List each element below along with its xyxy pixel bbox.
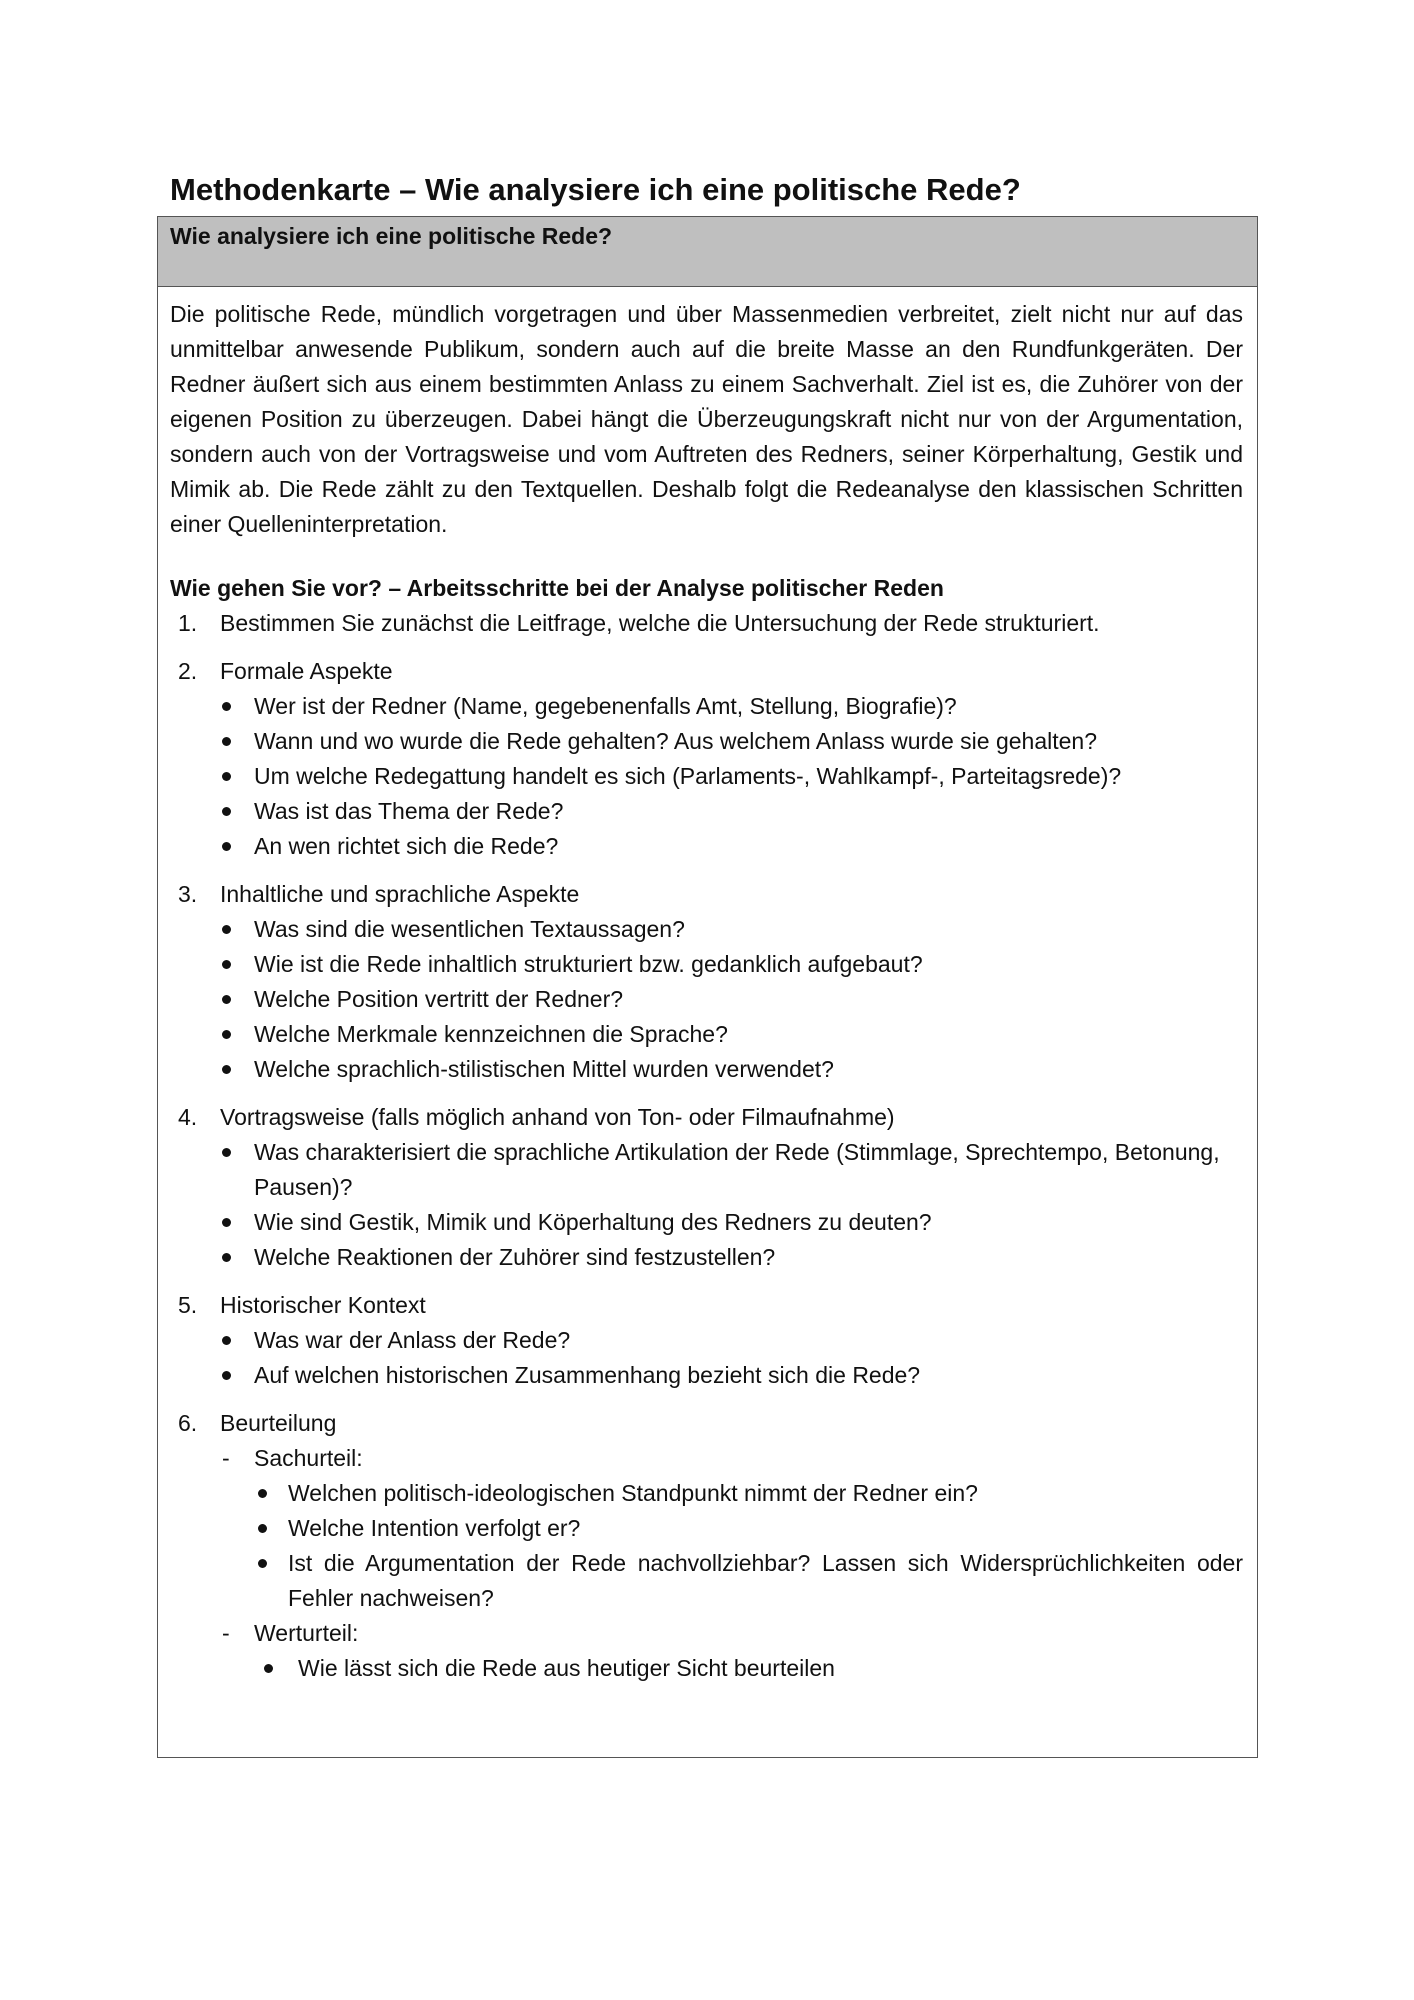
bullet-item: Auf welchen historischen Zusammenhang bezieht sich die Rede? [220,1358,1243,1393]
bullet-item: Welche Intention verfolgt er? [254,1511,1243,1546]
bullet-item: Welche Position vertritt der Redner? [220,982,1243,1017]
bullet-item: Wie lässt sich die Rede aus heutiger Sicht beurteilen [254,1651,1243,1686]
dash-label: Werturteil: [254,1620,359,1646]
bullet-item: An wen richtet sich die Rede? [220,829,1243,864]
bullet-item: Welchen politisch-ideologischen Standpunkt nimmt der Redner ein? [254,1476,1243,1511]
dash-label: Sachurteil: [254,1445,363,1471]
step-6 [170,1406,1243,1686]
dash-item-sachurteil [220,1441,1243,1616]
bullet-list [220,1323,1243,1393]
step-1 [170,606,1243,641]
method-card [157,216,1258,1758]
step-label: Formale Aspekte [220,658,393,684]
step-number: 3. [178,881,198,907]
step-4 [170,1100,1243,1275]
bullet-list [254,1476,1243,1616]
bullet-item: Wie sind Gestik, Mimik und Köperhaltung des Redners zu deuten? [220,1205,1243,1240]
bullet-item: Welche sprachlich-stilistischen Mittel wurden verwendet? [220,1052,1243,1087]
step-number: 4. [178,1104,198,1130]
bullet-list [220,1135,1243,1275]
dash-mark: - [222,1445,230,1471]
bullet-item: Um welche Redegattung handelt es sich (Parlaments-, Wahlkampf-, Parteitagsrede)? [220,759,1243,794]
dash-item-werturteil [220,1616,1243,1686]
bullet-item: Wie ist die Rede inhaltlich strukturiert bzw. gedanklich aufgebaut? [220,947,1243,982]
bullet-list [220,912,1243,1087]
step-label: Bestimmen Sie zunächst die Leitfrage, welche die Untersuchung der Rede strukturiert. [220,610,1100,636]
step-label: Historischer Kontext [220,1292,426,1318]
bullet-item: Was ist das Thema der Rede? [220,794,1243,829]
page-title: Methodenkarte – Wie analysiere ich eine politische Rede? [170,172,1021,207]
step-2 [170,654,1243,864]
step-number: 2. [178,658,198,684]
step-3 [170,877,1243,1087]
steps-heading: Wie gehen Sie vor? – Arbeitsschritte bei der Analyse politischer Reden [170,575,944,601]
step-label: Inhaltliche und sprachliche Aspekte [220,881,580,907]
bullet-item: Ist die Argumentation der Rede nachvollziehbar? Lassen sich Widersprüchlichkeiten oder Fehler nachweisen? [254,1546,1243,1616]
steps-list [170,606,1243,1686]
step-label: Vortragsweise (falls möglich anhand von Ton- oder Filmaufnahme) [220,1104,895,1130]
bullet-item: Was war der Anlass der Rede? [220,1323,1243,1358]
bullet-item: Welche Merkmale kennzeichnen die Sprache? [220,1017,1243,1052]
dash-list [220,1441,1243,1686]
step-number: 6. [178,1410,198,1436]
bullet-item: Was sind die wesentlichen Textaussagen? [220,912,1243,947]
bullet-item: Wer ist der Redner (Name, gegebenenfalls Amt, Stellung, Biografie)? [220,689,1243,724]
card-header: Wie analysiere ich eine politische Rede? [158,217,1257,287]
card-body [158,287,1257,1686]
bullet-list [220,689,1243,864]
bullet-list [254,1651,1243,1686]
bullet-item: Wann und wo wurde die Rede gehalten? Aus welchem Anlass wurde sie gehalten? [220,724,1243,759]
bullet-item: Was charakterisiert die sprachliche Artikulation der Rede (Stimmlage, Sprechtempo, Betonung, Pausen)? [220,1135,1243,1205]
step-number: 5. [178,1292,198,1318]
step-label: Beurteilung [220,1410,337,1436]
bullet-item: Welche Reaktionen der Zuhörer sind festzustellen? [220,1240,1243,1275]
step-5 [170,1288,1243,1393]
step-number: 1. [178,610,198,636]
dash-mark: - [222,1620,230,1646]
intro-paragraph: Die politische Rede, mündlich vorgetragen und über Massenmedien verbreitet, zielt nicht nur auf das unmittelbar anwesende Publikum, sondern auch auf die breite Masse an den Rundfunkgeräten. Der Redner äußert sich aus einem bestimmten Anlass zu einem Sachverhalt. Ziel ist es, die Zuhörer von der eigenen Position zu überzeugen. Dabei hängt die Überzeugungskraft nicht nur von der Argumentation, sondern auch von der Vortragsweise und vom Auftreten des Redners, seiner Körperhaltung, Gestik und Mimik ab. Die Rede zählt zu den Textquellen. Deshalb folgt die Redeanalyse den klassischen Schritten einer Quelleninterpretation. [170,301,1243,537]
